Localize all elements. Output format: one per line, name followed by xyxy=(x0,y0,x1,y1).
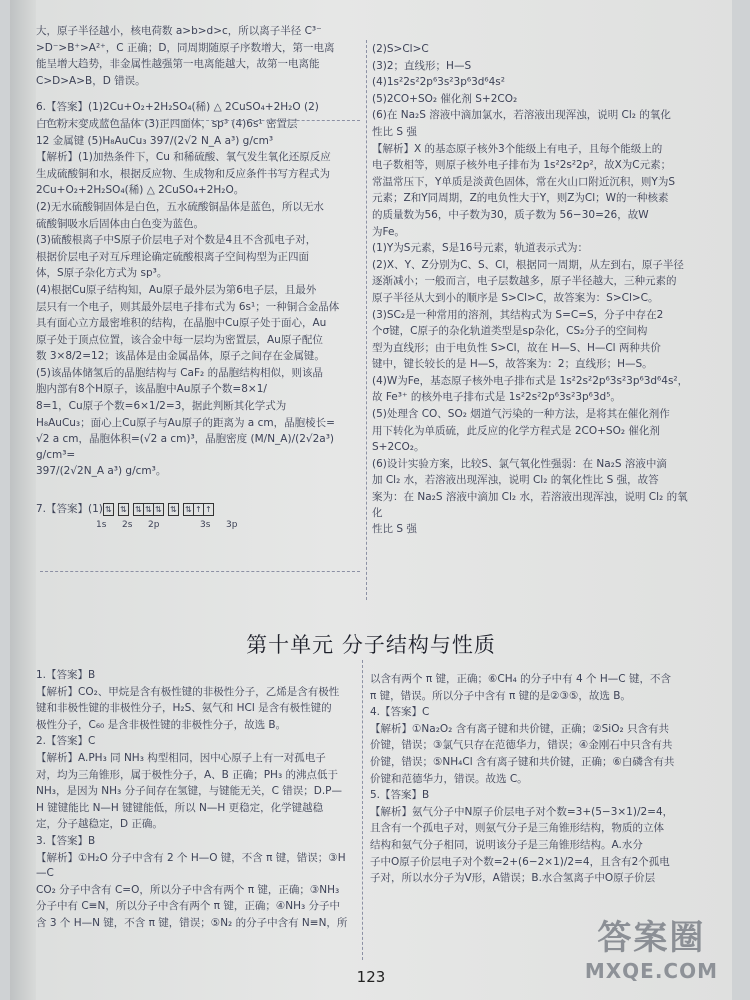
answer-line: √2 a cm，晶胞体积=(√2 a cm)³，晶胞密度 (M/N_A)/(2√2a³) g/cm³= xyxy=(36,433,335,461)
page-number: 123 xyxy=(356,968,386,986)
answer-line: 原子处于顶点位置，该合金中每一层均为密置层，Au原子配位 xyxy=(36,333,323,346)
orbital-group-1s xyxy=(103,503,114,516)
answer-line: (4)根据Cu原子结构知，Au原子最外层为第6电子层，且最外 xyxy=(36,283,317,296)
orbital-label: 3s xyxy=(200,519,211,530)
text-line: (1)Y为S元素，S是16号元素，轨道表示式为： xyxy=(372,242,588,255)
bottom-left-column xyxy=(36,668,354,933)
text-line: 【解析】X 的基态原子核外3个能级上有电子，且每个能级上的 xyxy=(372,142,663,155)
text-line: (3)SC₂是一种常用的溶剂，其结构式为 S=C=S，分子中存在2 xyxy=(372,308,664,321)
answer-line: 极性分子，C₆₀ 是含非极性键的非极性分子，故选 B。 xyxy=(36,718,287,731)
text-line: 大，原子半径越小，核电荷数 a>b>d>c，所以离子半径 C³⁻ xyxy=(36,25,322,37)
text-line: (4)1s²2s²2p⁶3s²3p⁶3d⁶4s² xyxy=(372,76,505,89)
watermark-logo: 答案圈 MXQE.COM xyxy=(584,918,718,983)
text-line: (2)S>Cl>C xyxy=(372,43,429,55)
text-line: 性比 S 强 xyxy=(372,125,417,138)
text-line: 故 Fe³⁺ 的核外电子排布式是 1s²2s²2p⁶3s²3p⁶3d⁵。 xyxy=(372,391,621,404)
answer-line: 6.【答案】(1)2Cu+O₂+2H₂SO₄(稀) △ 2CuSO₄+2H₂O (2) xyxy=(36,101,319,114)
orbital-label: 2s xyxy=(122,519,133,530)
answer-line: 结构和氨气分子相同，说明该分子是三角锥形结构。A.水分 xyxy=(370,838,643,851)
section-rule xyxy=(40,120,360,121)
answer-line: (3)硫酸根离子中S原子价层电子对个数是4且不含孤电子对， xyxy=(36,234,317,247)
text-line: 加 Cl₂ 水，若溶液出现浑浊，说明 Cl₂ 的氧化性比 S 强，故答 xyxy=(372,474,659,487)
book-spine xyxy=(10,0,36,1000)
answer-line: 具有面心立方最密堆积的结构，在晶胞中Cu原子处于面心，Au xyxy=(36,317,327,330)
text-line: 常温常压下，Y单质是淡黄色固体，常在火山口附近沉积，则Y为S xyxy=(372,175,675,188)
answer-line: 【解析】(1)加热条件下，Cu 和稀硫酸、氧气发生氧化还原反应 xyxy=(36,151,331,164)
orbital-group-3s xyxy=(168,503,179,516)
answer-line: 【解析】氨气分子中N原子价层电子对个数=3+(5−3×1)/2=4， xyxy=(370,805,674,818)
answer-line: π 键，错误。所以分子中含有 π 键的是②③⑤，故选 B。 xyxy=(370,689,631,702)
unit-title: 第十单元 分子结构与性质 xyxy=(246,633,496,657)
orbital-box: ⇅ xyxy=(133,503,144,516)
orbital-group-3p xyxy=(183,503,214,516)
column-divider xyxy=(366,40,367,600)
text-line: 个σ键，C原子的杂化轨道类型是sp杂化，CS₂分子的空间构 xyxy=(372,325,648,338)
answer-line: 含 3 个 H—N 键，不含 π 键，错误；⑤N₂ 的分子中含有 N≡N，所 xyxy=(36,916,348,929)
text-line: 的质量数为56，中子数为30，质子数为 56−30=26，故W xyxy=(372,208,649,221)
text-line: 能呈增大趋势，非金属性越强第一电离能越大，故第一电离能 xyxy=(36,58,320,71)
text-line: 逐渐减小；一般而言，电子层数越多，原子半径越大，三种元素的 xyxy=(372,275,677,288)
text-line: 性比 S 强 xyxy=(372,523,417,536)
answer-line: 5.【答案】B xyxy=(370,789,430,802)
text-line: S+2CO₂。 xyxy=(372,441,425,454)
orbital-box: ⇅ xyxy=(103,503,114,516)
answer-line: 397/(2√2N_A a³) g/cm³。 xyxy=(36,465,167,478)
text-line: 元素；Z和Y同周期，Z的电负性大于Y，则Z为Cl；W的一种核素 xyxy=(372,192,669,205)
answer-line: NH₃，是因为 NH₃ 分子间存在氢键，与键能无关，C 错误；D.P— xyxy=(36,785,343,798)
section-rule xyxy=(40,571,360,572)
answer-line: 价键，错误；③氯气只存在范德华力，错误；④金刚石中只含有共 xyxy=(370,739,673,752)
orbital-box: ⇅ xyxy=(168,503,179,516)
answer-line: 层只有一个电子，则其最外层电子排布式为 6s¹；一种铜合金晶体 xyxy=(36,300,340,313)
answer-line: 子中O原子价层电子对个数=2+(6−2×1)/2=4，且含有2个孤电 xyxy=(370,855,670,868)
answer-line: 以含有两个 π 键，正确；⑥CH₄ 的分子中有 4 个 H—C 键，不含 xyxy=(370,673,671,685)
text-line: (5)处理含 CO、SO₂ 烟道气污染的一种方法，是将其在催化剂作 xyxy=(372,408,670,421)
bottom-right-column xyxy=(370,672,700,888)
answer-line: H 键键能比 N—H 键键能低，所以 N—H 更稳定，化学键越稳 xyxy=(36,801,324,814)
answer-line: 子对，所以水分子为V形，A错误；B.水合氢离子中O原子价层 xyxy=(370,872,656,885)
left-column xyxy=(36,24,366,533)
answer-line: 4.【答案】C xyxy=(370,706,430,719)
answer-line: 数 3×8/2=12；该晶体是由金属晶体，原子之间存在金属键。 xyxy=(36,350,325,363)
text-line: 案为：在 Na₂S 溶液中滴加 Cl₂ 水，若溶液出现浑浊，说明 Cl₂ 的氧化 xyxy=(372,491,688,519)
answer-line: 【解析】CO₂、甲烷是含有极性键的非极性分子，乙烯是含有极性 xyxy=(36,685,340,698)
orbital-label: 1s xyxy=(96,519,107,530)
q7-label: 7.【答案】(1) xyxy=(36,503,103,516)
text-line: 为Fe。 xyxy=(372,225,405,238)
text-line: 键中，键长较长的是 H—S，故答案为：2；直线形；H—S。 xyxy=(372,358,653,371)
answer-line: 对，均为三角锥形，属于极性分子，A、B 正确；PH₃ 的沸点低于 xyxy=(36,768,338,781)
orbital-box: ⇅ xyxy=(154,503,164,516)
answer-line: 胞内部有8个H原子，该晶胞中Au原子个数=8×1/ xyxy=(36,383,267,396)
answer-line: 【解析】①Na₂O₂ 含有离子键和共价键，正确；②SiO₂ 只含有共 xyxy=(370,722,670,735)
right-column xyxy=(372,42,692,539)
answer-line: 【解析】A.PH₃ 同 NH₃ 构型相同，因中心原子上有一对孤电子 xyxy=(36,751,326,764)
text-line: 电子数相等，则原子核外电子排布为 1s²2s²2p²，故X为C元素； xyxy=(372,159,672,172)
answer-line: CO₂ 分子中含有 C=O，所以分子中含有两个 π 键，正确；③NH₃ xyxy=(36,883,340,896)
answer-line: 硫酸铜吸水后固体由白色变为蓝色。 xyxy=(36,217,204,230)
orbital-box: ⇅ xyxy=(118,503,129,516)
answer-line: 【解析】①H₂O 分子中含有 2 个 H—O 键，不含 π 键，错误；③H—C xyxy=(36,851,346,880)
orbital-box: ↑ xyxy=(204,503,214,516)
answer-line: 且含有一个孤电子对，则氨气分子是三角锥形结构，物质的立体 xyxy=(370,822,664,835)
orbital-box: ⇅ xyxy=(183,503,194,516)
orbital-group-2s xyxy=(118,503,129,516)
text-line: (6)设计实验方案，比较S、氯气氧化性强弱：在 Na₂S 溶液中滴 xyxy=(372,457,667,470)
text-line: (4)W为Fe，基态原子核外电子排布式是 1s²2s²2p⁶3s²3p⁶3d⁶4s²， xyxy=(372,374,689,387)
text-line: >D⁻>B⁺>A²⁺，C 正确；D，同周期随原子序数增大，第一电离 xyxy=(36,41,335,54)
answer-line: 8=1，Cu原子个数=6×1/2=3，据此判断其化学式为 xyxy=(36,400,287,413)
answer-line: 白色粉末变成蓝色晶体 (3)正四面体，sp³ (4)6s¹ 密置层 xyxy=(36,117,298,130)
answer-line: H₈AuCu₃；面心上Cu原子与Au原子的距离为 a cm，晶胞棱长= xyxy=(36,416,335,429)
answer-line: 价键，错误；⑤NH₄Cl 含有离子键和共价键，正确；⑥白磷含有共 xyxy=(370,755,675,768)
q7-orbital-diagram xyxy=(36,502,366,533)
text-line: (3)2；直线形；H—S xyxy=(372,59,472,72)
text-line: (5)2CO+SO₂ 催化剂 S+2CO₂ xyxy=(372,92,518,105)
answer-line: 价键和范德华力，错误。故选 C。 xyxy=(370,772,528,785)
answer-line: 1.【答案】B xyxy=(36,669,96,681)
orbital-label: 2p xyxy=(148,519,160,530)
answer-line: 根据价层电子对互斥理论确定硫酸根离子空间构型为正四面 xyxy=(36,250,309,263)
answer-line: 体，S原子杂化方式为 sp³。 xyxy=(36,267,168,280)
answer-line: (5)该晶体储氢后的晶胞结构与 CaF₂ 的晶胞结构相似，则该晶 xyxy=(36,366,324,379)
book-page xyxy=(10,0,732,1000)
text-line: 型为直线形；由于电负性 S>Cl，故在 H—S、H—Cl 两种共价 xyxy=(372,341,661,354)
answer-line: (2)无水硫酸铜固体是白色，五水硫酸铜晶体是蓝色，所以无水 xyxy=(36,200,324,213)
text-line: (2)X、Y、Z分别为C、S、Cl，根据同一周期，从左到右，原子半径 xyxy=(372,258,684,271)
answer-line: 生成硫酸铜和水，根据反应物、生成物和反应条件书写方程式为 xyxy=(36,167,330,180)
text-line: (6)在 Na₂S 溶液中滴加氯水，若溶液出现浑浊，说明 Cl₂ 的氧化 xyxy=(372,109,671,122)
answer-line: 键和非极性键的非极性分子，H₂S、氨气和 HCl 是含有极性键的 xyxy=(36,702,332,715)
orbital-box: ↑ xyxy=(194,503,204,516)
column-divider xyxy=(362,660,363,960)
answer-line: 分子中有 C≡N，所以分子中含有两个 π 键，正确；④NH₃ 分子中 xyxy=(36,900,341,913)
answer-line: 2Cu+O₂+2H₂SO₄(稀) △ 2CuSO₄+2H₂O。 xyxy=(36,184,245,197)
answer-line: 3.【答案】B xyxy=(36,834,96,847)
orbital-group-2p xyxy=(133,503,164,516)
text-line: C>D>A>B，D 错误。 xyxy=(36,74,146,87)
orbital-box: ⇅ xyxy=(144,503,154,516)
answer-line: 定，分子越稳定，D 正确。 xyxy=(36,818,163,831)
text-line: 用下转化为单质硫，此反应的化学方程式是 2CO+SO₂ 催化剂 xyxy=(372,424,660,437)
answer-line: 2.【答案】C xyxy=(36,735,96,748)
text-line: 原子半径从大到小的顺序是 S>Cl>C，故答案为：S>Cl>C。 xyxy=(372,291,659,304)
answer-line: 12 金属键 (5)H₈AuCu₃ 397/(2√2 N_A a³) g/cm³ xyxy=(36,134,274,147)
orbital-label: 3p xyxy=(226,519,238,530)
